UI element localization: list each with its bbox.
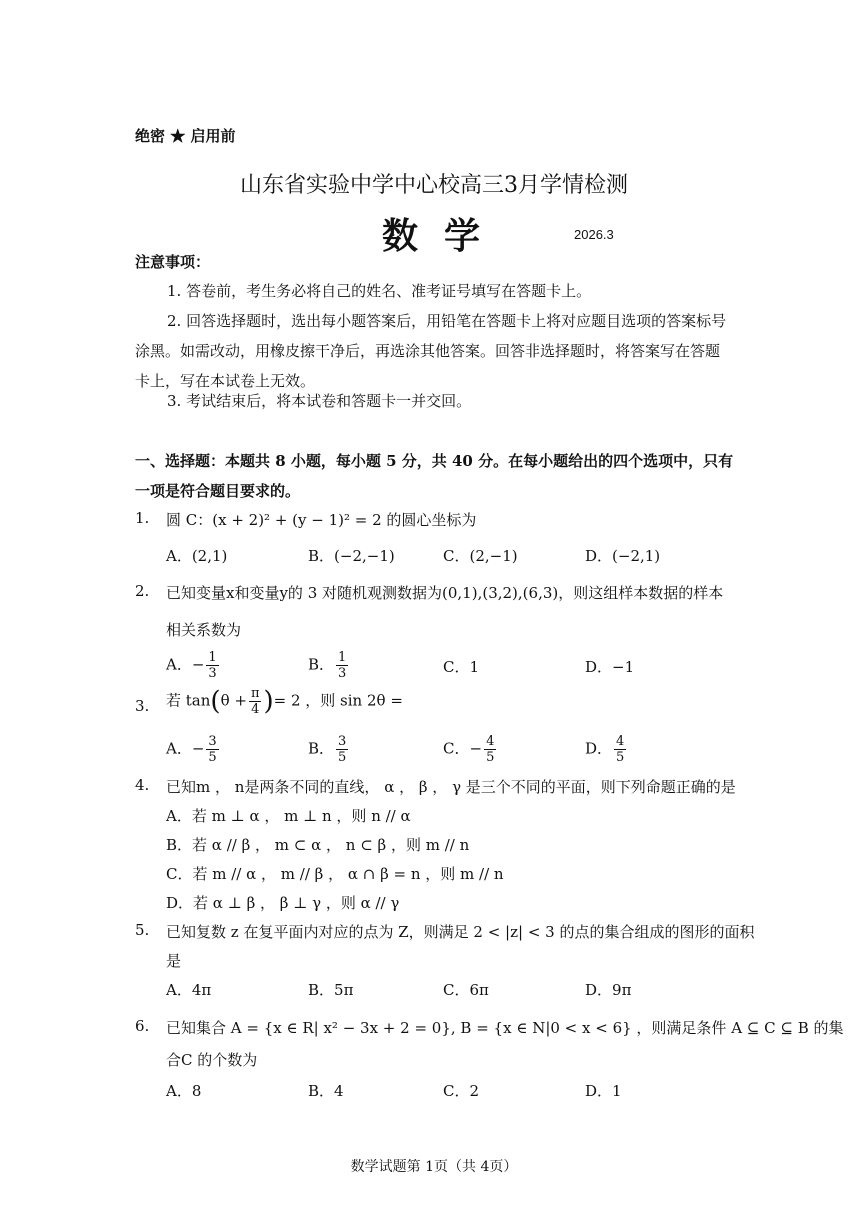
- option-d: D．−1: [585, 658, 635, 676]
- option-d: D． $\frac{4}{5}$: [585, 734, 625, 765]
- confidential-label: 绝密 ★ 启用前: [135, 127, 236, 145]
- question-number: 3.: [135, 697, 150, 715]
- question-number: 5.: [135, 921, 150, 939]
- question-number: 6.: [135, 1017, 150, 1035]
- question-text-continued: 相关系数为: [166, 621, 242, 639]
- option-a: A．− $\frac{1}{3}$: [166, 650, 217, 681]
- option-d: D．9π: [585, 981, 632, 999]
- option-c: C．(2,−1): [443, 547, 518, 565]
- question-text: 已知集合 A = {x ∈ R| x² − 3x + 2 = 0}, B = {x ∈ N|0 < x < 6} ，则满足条件 A ⊆ C ⊆ B 的集: [166, 1019, 844, 1037]
- option-b: B． $\frac{3}{5}$: [308, 734, 347, 765]
- notice-item: 2. 回答选择题时，选出每小题答案后，用铅笔在答题卡上将对应题目选项的答案标号涂黑。如需改动，用橡皮擦干净后，再选涂其他答案。回答非选择题时，将答案写在答题卡上，写在本试卷上无效。: [135, 312, 727, 390]
- option-c: C．若 m // α ， m // β ， α ∩ β = n ，则 m // n: [166, 865, 504, 883]
- option-d: D．若 α ⊥ β ， β ⊥ γ ，则 α // γ: [166, 894, 400, 912]
- option-b: B．5π: [308, 981, 354, 999]
- option-c: C．2: [443, 1082, 480, 1100]
- fraction: $\frac{1}{3}$: [338, 650, 347, 681]
- option-a: A．8: [166, 1082, 202, 1100]
- question-number: 4.: [135, 776, 150, 794]
- option-a: A．4π: [166, 981, 212, 999]
- option-b: B．若 α // β ， m ⊂ α ， n ⊂ β ，则 m // n: [166, 836, 470, 854]
- option-d: D．(−2,1): [585, 547, 661, 565]
- option-b: B． $\frac{1}{3}$: [308, 650, 347, 681]
- question-text-continued: 是: [166, 952, 182, 970]
- notice-heading: 注意事项：: [135, 253, 211, 271]
- notice-item: 3. 考试结束后，将本试卷和答题卡一并交回。: [167, 392, 472, 410]
- option-c: C．1: [443, 658, 480, 676]
- option-d: D．1: [585, 1082, 622, 1100]
- fraction: $\frac{4}{5}$: [616, 734, 625, 765]
- option-a: A．若 m ⊥ α ， m ⊥ n ，则 n // α: [166, 807, 411, 825]
- section-heading: 一、选择题：本题共 8 小题，每小题 5 分，共 40 分。在每小题给出的四个选项中，只有一项是符合题目要求的。: [135, 452, 734, 500]
- fraction: $\frac{3}{5}$: [208, 734, 217, 765]
- option-c: C．− $\frac{4}{5}$: [443, 734, 495, 765]
- exam-date: 2026.3: [574, 227, 614, 242]
- option-b: B．4: [308, 1082, 344, 1100]
- question-text: 已知变量x和变量y的 3 对随机观测数据为(0,1),(3,2),(6,3)，则这组样本数据的样本: [166, 584, 724, 602]
- notice-item: 1. 答卷前，考生务必将自己的姓名、准考证号填写在答题卡上。: [167, 282, 592, 300]
- option-b: B．(−2,−1): [308, 547, 395, 565]
- fraction: $\frac{3}{5}$: [338, 734, 347, 765]
- fraction: $\frac{\pi}{4}$: [250, 686, 260, 717]
- subject-title: 数学: [382, 215, 507, 257]
- page-footer: 数学试题第 1页（共 4页）: [350, 1159, 518, 1175]
- option-c: C．6π: [443, 981, 489, 999]
- question-text: 若 tan(θ + $\frac{\pi}{4}$ )= 2 ，则 sin 2θ =: [166, 686, 403, 717]
- exam-title: 山东省实验中学中心校高三3月学情检测: [240, 173, 628, 198]
- fraction: $\frac{4}{5}$: [486, 734, 495, 765]
- question-text-continued: 合C 的个数为: [166, 1051, 258, 1069]
- question-text: 已知m ， n是两条不同的直线， α ， β ， γ 是三个不同的平面，则下列命题正确的是: [166, 778, 736, 796]
- question-number: 2.: [135, 582, 150, 600]
- question-number: 1.: [135, 509, 150, 527]
- option-a: A．− $\frac{3}{5}$: [166, 734, 217, 765]
- question-text: 已知复数 z 在复平面内对应的点为 Z，则满足 2 < |z| < 3 的点的集合组成的图形的面积: [166, 923, 755, 941]
- option-a: A．(2,1): [166, 547, 228, 565]
- question-text: 圆 C：(x + 2)² + (y − 1)² = 2 的圆心坐标为: [166, 511, 477, 529]
- fraction: $\frac{1}{3}$: [208, 650, 217, 681]
